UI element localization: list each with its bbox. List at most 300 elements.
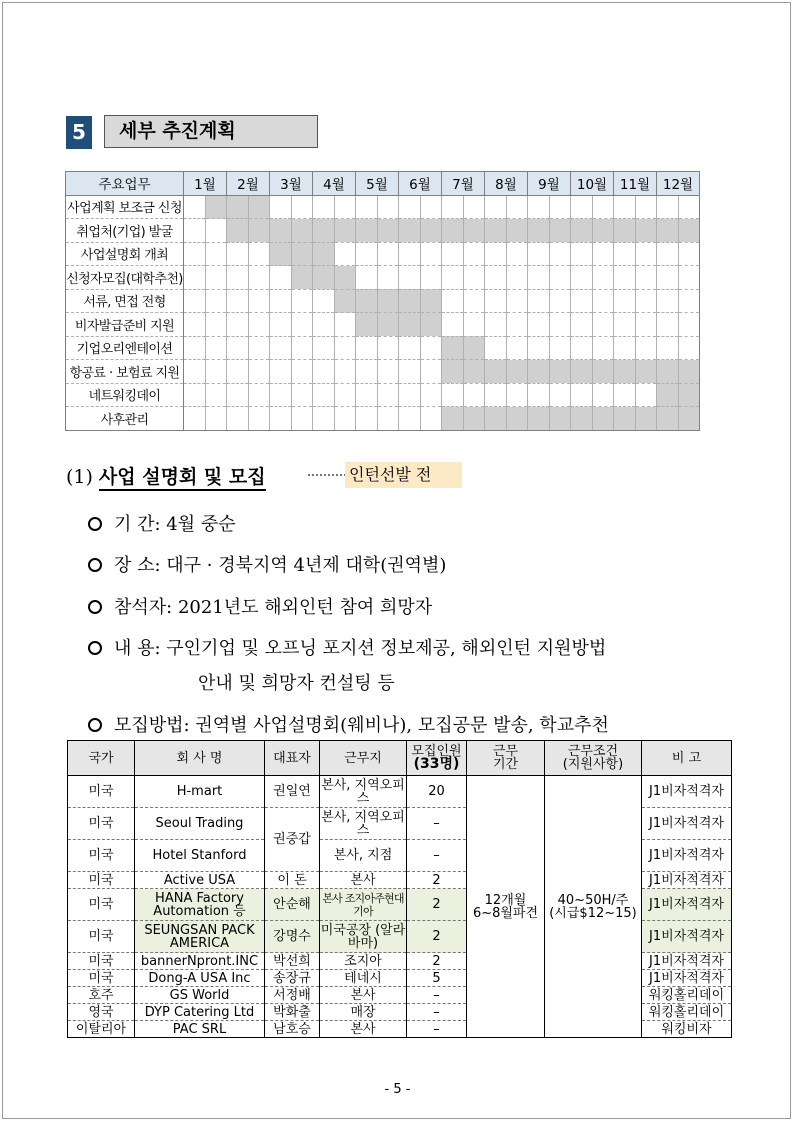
bullet-text: 모집방법: 권역별 사업설명회(웨비나), 모집공문 발송, 학교추천 xyxy=(114,715,609,736)
schedule-cell xyxy=(420,407,442,431)
header-period xyxy=(467,741,545,776)
page-number: - 5 - xyxy=(384,1082,411,1097)
schedule-cell xyxy=(356,336,378,360)
circle-bullet-icon xyxy=(88,641,102,655)
schedule-cell xyxy=(227,219,249,243)
schedule-cell xyxy=(377,313,399,337)
schedule-cell xyxy=(506,407,528,431)
schedule-cell xyxy=(506,289,528,313)
schedule-cell xyxy=(205,336,227,360)
schedule-cell xyxy=(657,383,679,407)
schedule-cell xyxy=(205,360,227,384)
schedule-cell xyxy=(356,242,378,266)
schedule-cell xyxy=(227,407,249,431)
company-recruit-count: 2 xyxy=(407,889,467,921)
schedule-cell xyxy=(678,289,700,313)
schedule-month-header: 5월 xyxy=(356,172,399,196)
schedule-cell xyxy=(592,360,614,384)
schedule-cell xyxy=(463,407,485,431)
header-note: 비 고 xyxy=(642,741,732,776)
schedule-cell xyxy=(205,383,227,407)
schedule-cell xyxy=(635,242,657,266)
schedule-cell xyxy=(485,195,507,219)
company-ceo: 서정배 xyxy=(265,987,320,1004)
schedule-cell xyxy=(657,219,679,243)
schedule-cell xyxy=(377,407,399,431)
schedule-cell xyxy=(399,219,421,243)
schedule-cell xyxy=(442,336,464,360)
company-recruit-count: 5 xyxy=(407,970,467,987)
schedule-cell xyxy=(270,336,292,360)
header-condition-line1: 근무조건 xyxy=(567,744,619,759)
header-recruit xyxy=(407,741,467,776)
schedule-cell xyxy=(356,266,378,290)
schedule-cell xyxy=(399,407,421,431)
schedule-table xyxy=(65,171,700,431)
schedule-cell xyxy=(399,360,421,384)
schedule-cell xyxy=(270,219,292,243)
schedule-cell xyxy=(678,407,700,431)
schedule-cell xyxy=(420,289,442,313)
company-note: J1비자적격자 xyxy=(642,921,732,953)
schedule-cell xyxy=(420,360,442,384)
schedule-cell xyxy=(442,289,464,313)
schedule-cell xyxy=(442,242,464,266)
schedule-task-label: 항공료 · 보험료 지원 xyxy=(66,360,184,384)
company-name: DYP Catering Ltd xyxy=(135,1004,265,1021)
company-country: 미국 xyxy=(68,889,135,921)
schedule-cell xyxy=(227,336,249,360)
schedule-row xyxy=(66,219,700,243)
company-country: 미국 xyxy=(68,970,135,987)
schedule-cell xyxy=(442,219,464,243)
schedule-cell xyxy=(291,360,313,384)
schedule-month-header: 9월 xyxy=(528,172,571,196)
company-note: J1비자적격자 xyxy=(642,776,732,808)
schedule-cell xyxy=(334,407,356,431)
schedule-cell xyxy=(571,407,593,431)
schedule-cell xyxy=(184,219,206,243)
schedule-cell xyxy=(248,266,270,290)
schedule-row xyxy=(66,266,700,290)
schedule-task-label: 사업계획 보조금 신청 xyxy=(66,195,184,219)
schedule-cell xyxy=(442,407,464,431)
schedule-row xyxy=(66,336,700,360)
schedule-task-label: 비자발급준비 지원 xyxy=(66,313,184,337)
company-recruit-count: – xyxy=(407,1004,467,1021)
schedule-cell xyxy=(334,195,356,219)
schedule-cell xyxy=(614,195,636,219)
schedule-cell xyxy=(270,289,292,313)
schedule-cell xyxy=(291,219,313,243)
schedule-cell xyxy=(377,266,399,290)
schedule-cell xyxy=(313,242,335,266)
company-row xyxy=(68,776,732,808)
schedule-cell xyxy=(506,266,528,290)
company-country: 호주 xyxy=(68,987,135,1004)
schedule-month-header: 6월 xyxy=(399,172,442,196)
schedule-cell xyxy=(248,360,270,384)
schedule-cell xyxy=(334,242,356,266)
schedule-cell xyxy=(614,360,636,384)
schedule-cell xyxy=(614,336,636,360)
schedule-cell xyxy=(614,266,636,290)
schedule-task-label: 신청자모집(대학추천) xyxy=(66,266,184,290)
schedule-cell xyxy=(549,383,571,407)
schedule-cell xyxy=(270,407,292,431)
schedule-cell xyxy=(227,289,249,313)
schedule-cell xyxy=(356,383,378,407)
schedule-cell xyxy=(635,336,657,360)
schedule-header-row xyxy=(66,172,700,196)
schedule-cell xyxy=(485,289,507,313)
schedule-cell xyxy=(528,266,550,290)
company-note: J1비자적격자 xyxy=(642,808,732,840)
company-ceo: 남호승 xyxy=(265,1021,320,1038)
company-country: 미국 xyxy=(68,776,135,808)
schedule-cell xyxy=(528,407,550,431)
schedule-cell xyxy=(571,313,593,337)
company-recruit-count: – xyxy=(407,840,467,872)
schedule-month-header: 3월 xyxy=(270,172,313,196)
schedule-cell xyxy=(399,383,421,407)
schedule-cell xyxy=(227,360,249,384)
schedule-cell xyxy=(399,289,421,313)
schedule-row xyxy=(66,242,700,266)
schedule-cell xyxy=(377,383,399,407)
company-note: J1비자적격자 xyxy=(642,889,732,921)
header-recruit-total: (33명) xyxy=(413,756,460,772)
schedule-header-task: 주요업무 xyxy=(66,172,184,196)
schedule-month-header: 10월 xyxy=(571,172,614,196)
schedule-task-label: 사후관리 xyxy=(66,407,184,431)
schedule-row xyxy=(66,195,700,219)
company-recruit-count: 2 xyxy=(407,953,467,970)
schedule-cell xyxy=(184,383,206,407)
schedule-cell xyxy=(528,289,550,313)
schedule-cell xyxy=(227,266,249,290)
schedule-month-header: 2월 xyxy=(227,172,270,196)
schedule-cell xyxy=(506,383,528,407)
schedule-cell xyxy=(549,266,571,290)
company-note: J1비자적격자 xyxy=(642,953,732,970)
schedule-cell xyxy=(291,313,313,337)
schedule-cell xyxy=(635,407,657,431)
schedule-cell xyxy=(270,242,292,266)
schedule-cell xyxy=(592,242,614,266)
schedule-cell xyxy=(420,313,442,337)
schedule-cell xyxy=(592,266,614,290)
schedule-cell xyxy=(463,242,485,266)
schedule-cell xyxy=(313,195,335,219)
schedule-cell xyxy=(571,336,593,360)
schedule-cell xyxy=(549,360,571,384)
schedule-cell xyxy=(313,219,335,243)
company-recruit-count: 20 xyxy=(407,776,467,808)
schedule-cell xyxy=(291,289,313,313)
schedule-cell xyxy=(571,219,593,243)
schedule-row xyxy=(66,407,700,431)
schedule-cell xyxy=(463,219,485,243)
schedule-row xyxy=(66,313,700,337)
schedule-cell xyxy=(657,336,679,360)
company-location: 본사, 지역오피스 xyxy=(321,777,405,806)
schedule-task-label: 네트워킹데이 xyxy=(66,383,184,407)
company-name: HANA Factory Automation 등 xyxy=(135,889,265,921)
schedule-cell xyxy=(442,313,464,337)
company-country: 미국 xyxy=(68,808,135,840)
schedule-cell xyxy=(614,313,636,337)
schedule-cell xyxy=(485,313,507,337)
company-location: 조지아 xyxy=(320,953,407,970)
schedule-task-label: 서류, 면접 전형 xyxy=(66,289,184,313)
schedule-cell xyxy=(528,242,550,266)
schedule-cell xyxy=(528,383,550,407)
schedule-cell xyxy=(227,242,249,266)
schedule-cell xyxy=(506,313,528,337)
schedule-cell xyxy=(227,313,249,337)
schedule-cell xyxy=(549,242,571,266)
schedule-cell xyxy=(291,242,313,266)
shared-period-line: 12개월 xyxy=(484,892,527,908)
bullet-text: 기 간: 4월 중순 xyxy=(114,514,236,535)
schedule-cell xyxy=(485,336,507,360)
schedule-cell xyxy=(334,336,356,360)
header-period-line1: 근무 xyxy=(492,744,519,759)
schedule-cell xyxy=(635,383,657,407)
schedule-cell xyxy=(356,407,378,431)
schedule-month-header: 4월 xyxy=(313,172,356,196)
company-name: bannerNpront.INC xyxy=(135,953,265,970)
schedule-month-header: 1월 xyxy=(184,172,227,196)
schedule-cell xyxy=(463,383,485,407)
bullet-content-continued: 안내 및 희망자 컨설팅 등 xyxy=(198,673,395,694)
schedule-cell xyxy=(485,360,507,384)
schedule-cell xyxy=(614,242,636,266)
company-country: 미국 xyxy=(68,921,135,953)
circle-bullet-icon xyxy=(88,517,102,531)
bullet-text: 참석자: 2021년도 해외인턴 참여 희망자 xyxy=(114,597,433,618)
company-country: 미국 xyxy=(68,953,135,970)
schedule-cell xyxy=(248,313,270,337)
schedule-cell xyxy=(463,360,485,384)
schedule-cell xyxy=(313,360,335,384)
schedule-cell xyxy=(614,289,636,313)
company-ceo: 박선희 xyxy=(265,953,320,970)
schedule-cell xyxy=(184,407,206,431)
schedule-cell xyxy=(334,289,356,313)
schedule-cell xyxy=(399,266,421,290)
schedule-row xyxy=(66,289,700,313)
schedule-cell xyxy=(291,383,313,407)
schedule-cell xyxy=(657,266,679,290)
schedule-cell xyxy=(420,195,442,219)
schedule-cell xyxy=(678,360,700,384)
schedule-cell xyxy=(506,219,528,243)
company-name: Dong-A USA Inc xyxy=(135,970,265,987)
company-location: 본사, 지점 xyxy=(320,840,407,872)
company-country: 이탈리아 xyxy=(68,1021,135,1038)
schedule-cell xyxy=(248,336,270,360)
schedule-cell xyxy=(291,266,313,290)
header-condition xyxy=(545,741,642,776)
schedule-cell xyxy=(270,313,292,337)
company-ceo: 권일연 xyxy=(265,776,320,808)
shared-condition-line: 40~50H/주 xyxy=(557,892,629,908)
company-note: 워킹홀리데이 xyxy=(642,1004,732,1021)
dotted-leader xyxy=(308,474,346,476)
company-name: SEUNGSAN PACK AMERICA xyxy=(135,921,265,953)
schedule-cell xyxy=(205,195,227,219)
company-location: 테네시 xyxy=(320,970,407,987)
schedule-cell xyxy=(184,289,206,313)
schedule-cell xyxy=(377,360,399,384)
schedule-cell xyxy=(313,289,335,313)
schedule-row xyxy=(66,360,700,384)
company-location: 본사 xyxy=(320,987,407,1004)
schedule-cell xyxy=(506,242,528,266)
company-recruit-count: 2 xyxy=(407,872,467,889)
schedule-cell xyxy=(463,313,485,337)
schedule-cell xyxy=(334,313,356,337)
schedule-cell xyxy=(592,383,614,407)
schedule-cell xyxy=(657,242,679,266)
company-note: 워킹홀리데이 xyxy=(642,987,732,1004)
schedule-cell xyxy=(485,383,507,407)
schedule-cell xyxy=(248,407,270,431)
schedule-cell xyxy=(248,289,270,313)
schedule-month-header: 7월 xyxy=(442,172,485,196)
schedule-cell xyxy=(313,336,335,360)
company-recruit-count: – xyxy=(407,808,467,840)
header-ceo: 대표자 xyxy=(265,741,320,776)
company-location: 본사, 지역오피스 xyxy=(321,809,405,838)
schedule-cell xyxy=(592,195,614,219)
schedule-cell xyxy=(549,313,571,337)
schedule-cell xyxy=(657,313,679,337)
subsection-title: 사업 설명회 및 모집 xyxy=(99,466,266,491)
schedule-cell xyxy=(657,195,679,219)
schedule-cell xyxy=(635,219,657,243)
schedule-cell xyxy=(463,195,485,219)
schedule-cell xyxy=(399,336,421,360)
bullet-text: 내 용: 구인기업 및 오프닝 포지션 정보제공, 해외인턴 지원방법 xyxy=(114,638,607,659)
schedule-cell xyxy=(420,266,442,290)
schedule-cell xyxy=(377,336,399,360)
schedule-cell xyxy=(571,195,593,219)
schedule-cell xyxy=(485,242,507,266)
schedule-cell xyxy=(205,407,227,431)
schedule-cell xyxy=(549,336,571,360)
schedule-cell xyxy=(334,266,356,290)
shared-condition-line: (시급$12~15) xyxy=(549,905,637,921)
subsection-heading xyxy=(66,462,266,489)
header-location: 근무지 xyxy=(320,741,407,776)
bullet-location xyxy=(88,551,446,577)
schedule-cell xyxy=(377,195,399,219)
company-location: 매장 xyxy=(320,1004,407,1021)
schedule-cell xyxy=(571,289,593,313)
schedule-cell xyxy=(549,289,571,313)
schedule-cell xyxy=(678,336,700,360)
circle-bullet-icon xyxy=(88,600,102,614)
company-ceo: 박화출 xyxy=(265,1004,320,1021)
schedule-cell xyxy=(571,266,593,290)
schedule-month-header: 12월 xyxy=(657,172,700,196)
company-location: 본사 xyxy=(320,1021,407,1038)
company-country: 미국 xyxy=(68,872,135,889)
company-table xyxy=(67,740,732,1038)
schedule-cell xyxy=(227,383,249,407)
company-ceo: 권중갑 xyxy=(265,808,320,872)
schedule-cell xyxy=(248,195,270,219)
schedule-cell xyxy=(420,242,442,266)
section-number: 5 xyxy=(66,116,92,149)
schedule-cell xyxy=(678,266,700,290)
company-name: Active USA xyxy=(135,872,265,889)
company-recruit-count: – xyxy=(407,987,467,1004)
schedule-cell xyxy=(334,383,356,407)
schedule-cell xyxy=(270,266,292,290)
company-location: 본사 조지아주현대기아 xyxy=(320,889,407,921)
schedule-cell xyxy=(657,407,679,431)
schedule-cell xyxy=(442,360,464,384)
shared-condition xyxy=(545,776,642,1038)
bullet-period xyxy=(88,510,236,536)
schedule-cell xyxy=(356,219,378,243)
bullet-recruit-method xyxy=(88,711,609,737)
schedule-cell xyxy=(205,242,227,266)
subsection-tag: 인턴선발 전 xyxy=(345,462,462,488)
schedule-cell xyxy=(442,195,464,219)
schedule-cell xyxy=(549,407,571,431)
bullet-attendees xyxy=(88,593,432,619)
schedule-cell xyxy=(657,289,679,313)
company-name: GS World xyxy=(135,987,265,1004)
schedule-cell xyxy=(614,383,636,407)
schedule-cell xyxy=(485,407,507,431)
schedule-cell xyxy=(184,360,206,384)
schedule-cell xyxy=(463,336,485,360)
schedule-cell xyxy=(614,219,636,243)
schedule-cell xyxy=(313,266,335,290)
schedule-cell xyxy=(678,383,700,407)
company-name: Seoul Trading xyxy=(135,808,265,840)
company-country: 영국 xyxy=(68,1004,135,1021)
company-note: J1비자적격자 xyxy=(642,970,732,987)
schedule-cell xyxy=(184,195,206,219)
schedule-row xyxy=(66,383,700,407)
schedule-cell xyxy=(592,407,614,431)
schedule-cell xyxy=(356,289,378,313)
circle-bullet-icon xyxy=(88,558,102,572)
schedule-cell xyxy=(377,289,399,313)
schedule-cell xyxy=(205,219,227,243)
bullet-content xyxy=(88,634,606,660)
subsection-number: (1) xyxy=(66,466,93,488)
schedule-cell xyxy=(334,360,356,384)
section-title: 세부 추진계획 xyxy=(104,115,318,148)
company-ceo: 이 돈 xyxy=(265,872,320,889)
company-location: 미국공장 (알라바마) xyxy=(320,922,406,951)
schedule-cell xyxy=(571,360,593,384)
schedule-cell xyxy=(184,313,206,337)
schedule-cell xyxy=(635,289,657,313)
schedule-cell xyxy=(291,407,313,431)
schedule-cell xyxy=(528,336,550,360)
header-period-line2: 기간 xyxy=(492,757,519,772)
company-name: H-mart xyxy=(135,776,265,808)
